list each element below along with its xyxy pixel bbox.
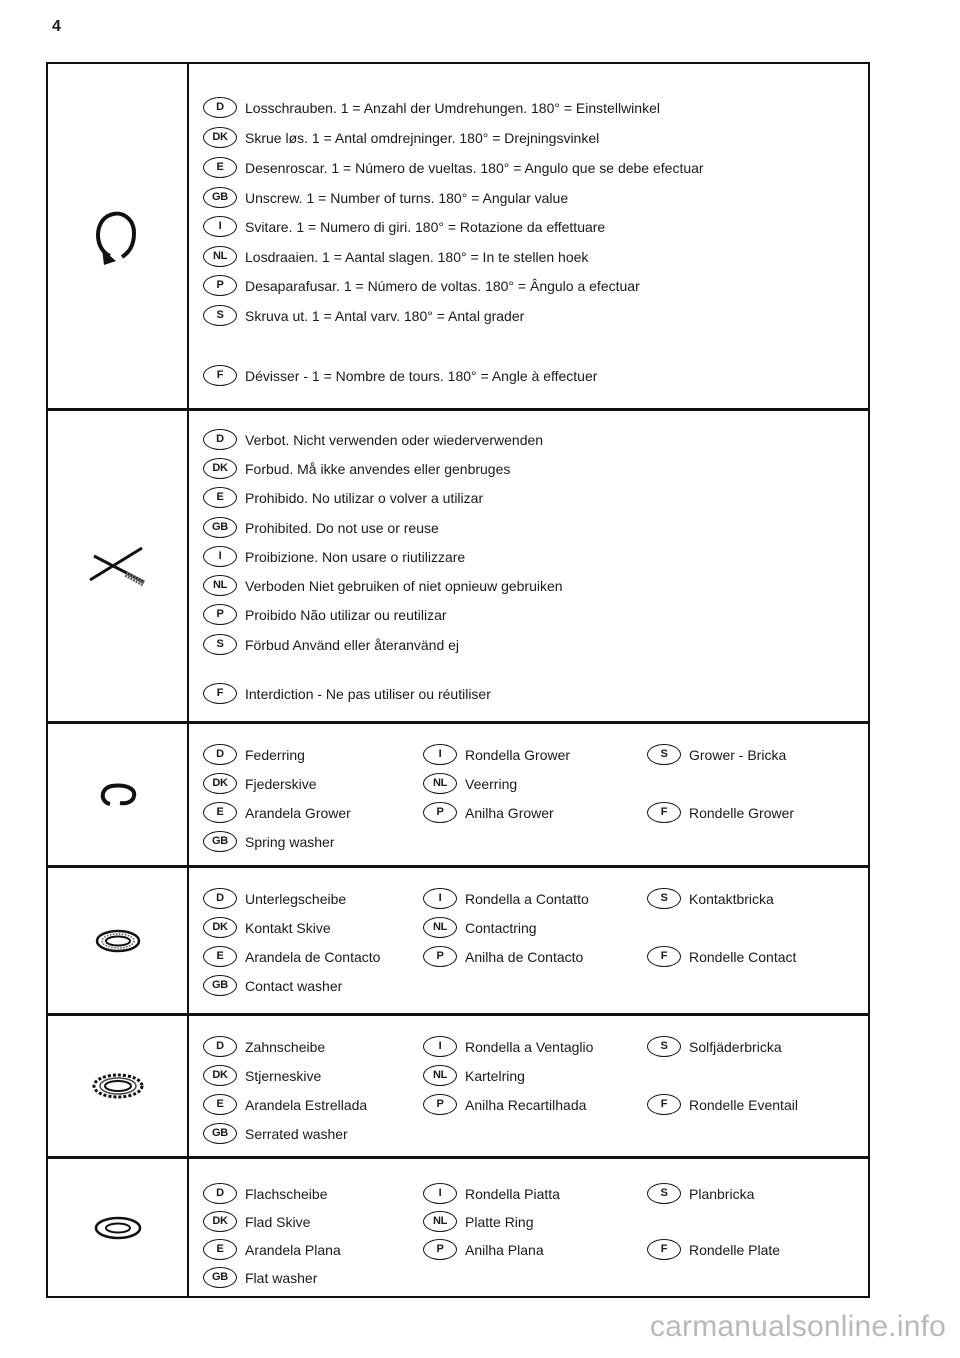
item-text: Rondella Piatta	[465, 1185, 560, 1202]
item-text: Rondelle Grower	[689, 804, 795, 821]
country-badge: S	[647, 1036, 681, 1057]
item-text: Rondella a Contatto	[465, 890, 589, 907]
unscrew-text	[189, 64, 868, 408]
country-badge: S	[203, 634, 237, 655]
list-item	[203, 458, 510, 479]
country-badge: F	[203, 683, 237, 704]
list-item	[647, 1239, 780, 1260]
symbol-cell	[48, 868, 189, 1013]
list-item	[203, 216, 605, 237]
item-text: Unscrew. 1 = Number of turns. 180° = Angular value	[245, 189, 569, 206]
item-text: Kontakt Skive	[245, 919, 331, 936]
country-badge: I	[203, 546, 237, 567]
symbol-cell	[48, 724, 189, 865]
country-badge: E	[203, 1094, 237, 1115]
list-item	[203, 1094, 367, 1115]
list-item	[203, 127, 599, 148]
contact-washer-text	[189, 868, 868, 1013]
list-item	[203, 546, 465, 567]
spring-washer-icon	[98, 780, 138, 810]
item-text: Arandela de Contacto	[245, 948, 381, 965]
item-text: Förbud Använd eller återanvänd ej	[245, 636, 460, 653]
list-item	[203, 487, 483, 508]
country-badge: I	[203, 216, 237, 237]
item-text: Stjerneskive	[245, 1067, 322, 1084]
list-item	[423, 1183, 560, 1204]
country-badge: GB	[203, 1123, 237, 1144]
item-text: Skrue løs. 1 = Antal omdrejninger. 180° = Drejningsvinkel	[245, 129, 600, 146]
list-item	[647, 946, 796, 967]
list-item	[203, 802, 351, 823]
item-text: Anilha Plana	[465, 1241, 544, 1258]
list-item	[203, 1267, 317, 1288]
item-text: Rondelle Eventail	[689, 1096, 798, 1113]
item-text: Contactring	[465, 919, 537, 936]
country-badge: D	[203, 888, 237, 909]
item-text: Rondella a Ventaglio	[465, 1038, 594, 1055]
item-text: Grower - Bricka	[689, 746, 787, 763]
country-badge: DK	[203, 773, 237, 794]
serrated-washer-icon	[89, 1070, 147, 1102]
list-item	[647, 744, 786, 765]
country-badge: GB	[203, 975, 237, 996]
country-badge: F	[647, 1094, 681, 1115]
serrated-washer-text	[189, 1016, 868, 1156]
flat-washer-text	[189, 1159, 868, 1296]
country-badge: E	[203, 1239, 237, 1260]
item-text: Fjederskive	[245, 775, 317, 792]
item-text: Federring	[245, 746, 305, 763]
list-item	[203, 246, 588, 267]
item-text: Contact washer	[245, 977, 343, 994]
item-text: Proibido Não utilizar ou reutilizar	[245, 606, 447, 623]
item-text: Anilha de Contacto	[465, 948, 584, 965]
item-text: Proibizione. Non usare o riutilizzare	[245, 548, 466, 565]
list-item	[203, 97, 660, 118]
item-text: Unterlegscheibe	[245, 890, 347, 907]
country-badge: D	[203, 744, 237, 765]
country-badge: GB	[203, 187, 237, 208]
item-text: Desaparafusar. 1 = Número de voltas. 180° = Ângulo a efectuar	[245, 277, 640, 294]
country-badge: F	[647, 1239, 681, 1260]
country-badge: D	[203, 1036, 237, 1057]
country-badge: NL	[203, 246, 237, 267]
country-badge: D	[203, 97, 237, 118]
country-badge: P	[203, 275, 237, 296]
item-text: Platte Ring	[465, 1213, 534, 1230]
symbol-cell	[48, 64, 189, 408]
list-item	[203, 1036, 325, 1057]
item-text: Solfjäderbricka	[689, 1038, 782, 1055]
legend-table	[46, 62, 870, 1298]
symbol-cell	[48, 411, 189, 721]
country-badge: GB	[203, 517, 237, 538]
country-badge: S	[647, 888, 681, 909]
country-badge: NL	[203, 575, 237, 596]
country-badge: NL	[423, 917, 457, 938]
country-badge: DK	[203, 1065, 237, 1086]
item-text: Interdiction - Ne pas utiliser ou réutiliser	[245, 685, 491, 702]
list-item	[423, 773, 517, 794]
list-item	[423, 744, 570, 765]
list-item	[203, 1123, 348, 1144]
list-item	[203, 575, 563, 596]
symbol-cell	[48, 1016, 189, 1156]
list-item	[423, 917, 537, 938]
section-spring-washer	[48, 724, 868, 868]
list-item	[203, 946, 380, 967]
item-text: Rondelle Contact	[689, 948, 797, 965]
list-item	[647, 1183, 754, 1204]
watermark: carmanualsonline.info	[649, 1310, 946, 1343]
country-badge: F	[203, 365, 237, 386]
item-text: Spring washer	[245, 833, 335, 850]
section-serrated-washer	[48, 1016, 868, 1159]
list-item	[203, 429, 543, 450]
country-badge: D	[203, 1183, 237, 1204]
page-number: 4	[52, 18, 61, 35]
list-item	[423, 1094, 586, 1115]
item-text: Arandela Grower	[245, 804, 351, 821]
item-text: Arandela Plana	[245, 1241, 341, 1258]
prohibited-icon	[86, 544, 150, 588]
item-text: Prohibido. No utilizar o volver a utilizar	[245, 489, 484, 506]
item-text: Anilha Grower	[465, 804, 554, 821]
country-badge: P	[423, 802, 457, 823]
item-text: Prohibited. Do not use or reuse	[245, 519, 439, 536]
list-item	[203, 1239, 341, 1260]
list-item	[423, 946, 583, 967]
country-badge: NL	[423, 773, 457, 794]
list-item	[203, 744, 305, 765]
list-item	[203, 157, 704, 178]
country-badge: D	[203, 429, 237, 450]
country-badge: P	[203, 604, 237, 625]
country-badge: DK	[203, 458, 237, 479]
list-item	[203, 305, 524, 326]
item-text: Verboden Niet gebruiken of niet opnieuw gebruiken	[245, 577, 563, 594]
country-badge: P	[423, 1094, 457, 1115]
list-item	[203, 1183, 328, 1204]
item-text: Veerring	[465, 775, 518, 792]
list-item	[647, 1036, 782, 1057]
list-item	[203, 888, 346, 909]
item-text: Skruva ut. 1 = Antal varv. 180° = Antal grader	[245, 307, 525, 324]
list-item	[203, 831, 335, 852]
section-contact-washer	[48, 868, 868, 1016]
country-badge: P	[423, 946, 457, 967]
list-item	[423, 1065, 525, 1086]
country-badge: I	[423, 1036, 457, 1057]
list-item	[203, 275, 640, 296]
item-text: Planbricka	[689, 1185, 755, 1202]
symbol-cell	[48, 1159, 189, 1296]
list-item	[203, 1211, 310, 1232]
contact-washer-icon	[94, 928, 142, 954]
item-text: Flachscheibe	[245, 1185, 328, 1202]
country-badge: S	[647, 1183, 681, 1204]
item-text: Arandela Estrellada	[245, 1096, 368, 1113]
prohibited-text	[189, 411, 868, 721]
country-badge: I	[423, 1183, 457, 1204]
country-badge: F	[647, 946, 681, 967]
list-item	[203, 187, 568, 208]
country-badge: NL	[423, 1065, 457, 1086]
list-item	[647, 802, 794, 823]
item-text: Forbud. Må ikke anvendes eller genbruges	[245, 460, 511, 477]
item-text: Rondella Grower	[465, 746, 571, 763]
country-badge: E	[203, 946, 237, 967]
item-text: Flat washer	[245, 1269, 318, 1286]
list-item	[203, 773, 317, 794]
item-text: Flad Skive	[245, 1213, 311, 1230]
list-item	[203, 634, 459, 655]
list-item	[203, 517, 439, 538]
list-item	[203, 975, 342, 996]
section-prohibited	[48, 411, 868, 724]
list-item	[203, 917, 331, 938]
list-item	[423, 888, 589, 909]
list-item	[423, 1239, 544, 1260]
section-flat-washer	[48, 1159, 868, 1296]
country-badge: E	[203, 157, 237, 178]
list-item	[423, 802, 554, 823]
country-badge: DK	[203, 127, 237, 148]
country-badge: S	[203, 305, 237, 326]
country-badge: GB	[203, 831, 237, 852]
item-text: Rondelle Plate	[689, 1241, 781, 1258]
item-text: Serrated washer	[245, 1125, 348, 1142]
item-text: Anilha Recartilhada	[465, 1096, 587, 1113]
country-badge: P	[423, 1239, 457, 1260]
list-item	[423, 1036, 593, 1057]
country-badge: S	[647, 744, 681, 765]
list-item	[203, 604, 447, 625]
item-text: Losdraaien. 1 = Aantal slagen. 180° = In te stellen hoek	[245, 248, 589, 265]
item-text: Dévisser - 1 = Nombre de tours. 180° = Angle à effectuer	[245, 367, 598, 384]
country-badge: F	[647, 802, 681, 823]
country-badge: I	[423, 744, 457, 765]
country-badge: NL	[423, 1211, 457, 1232]
country-badge: E	[203, 487, 237, 508]
country-badge: DK	[203, 917, 237, 938]
country-badge: E	[203, 802, 237, 823]
list-item	[203, 683, 491, 704]
item-text: Zahnscheibe	[245, 1038, 326, 1055]
item-text: Verbot. Nicht verwenden oder wiederverwenden	[245, 431, 544, 448]
list-item	[647, 1094, 798, 1115]
item-text: Desenroscar. 1 = Número de vueltas. 180° = Angulo que se debe efectuar	[245, 159, 704, 176]
item-text: Losschrauben. 1 = Anzahl der Umdrehungen. 180° = Einstellwinkel	[245, 99, 660, 116]
list-item	[203, 365, 597, 386]
unscrew-icon	[88, 201, 148, 271]
country-badge: I	[423, 888, 457, 909]
spring-washer-text	[189, 724, 868, 865]
list-item	[203, 1065, 321, 1086]
country-badge: DK	[203, 1211, 237, 1232]
item-text: Kontaktbricka	[689, 890, 774, 907]
list-item	[647, 888, 774, 909]
flat-washer-icon	[93, 1215, 143, 1241]
list-item	[423, 1211, 533, 1232]
item-text: Kartelring	[465, 1067, 525, 1084]
country-badge: GB	[203, 1267, 237, 1288]
section-unscrew	[48, 64, 868, 411]
item-text: Svitare. 1 = Numero di giri. 180° = Rotazione da effettuare	[245, 218, 606, 235]
